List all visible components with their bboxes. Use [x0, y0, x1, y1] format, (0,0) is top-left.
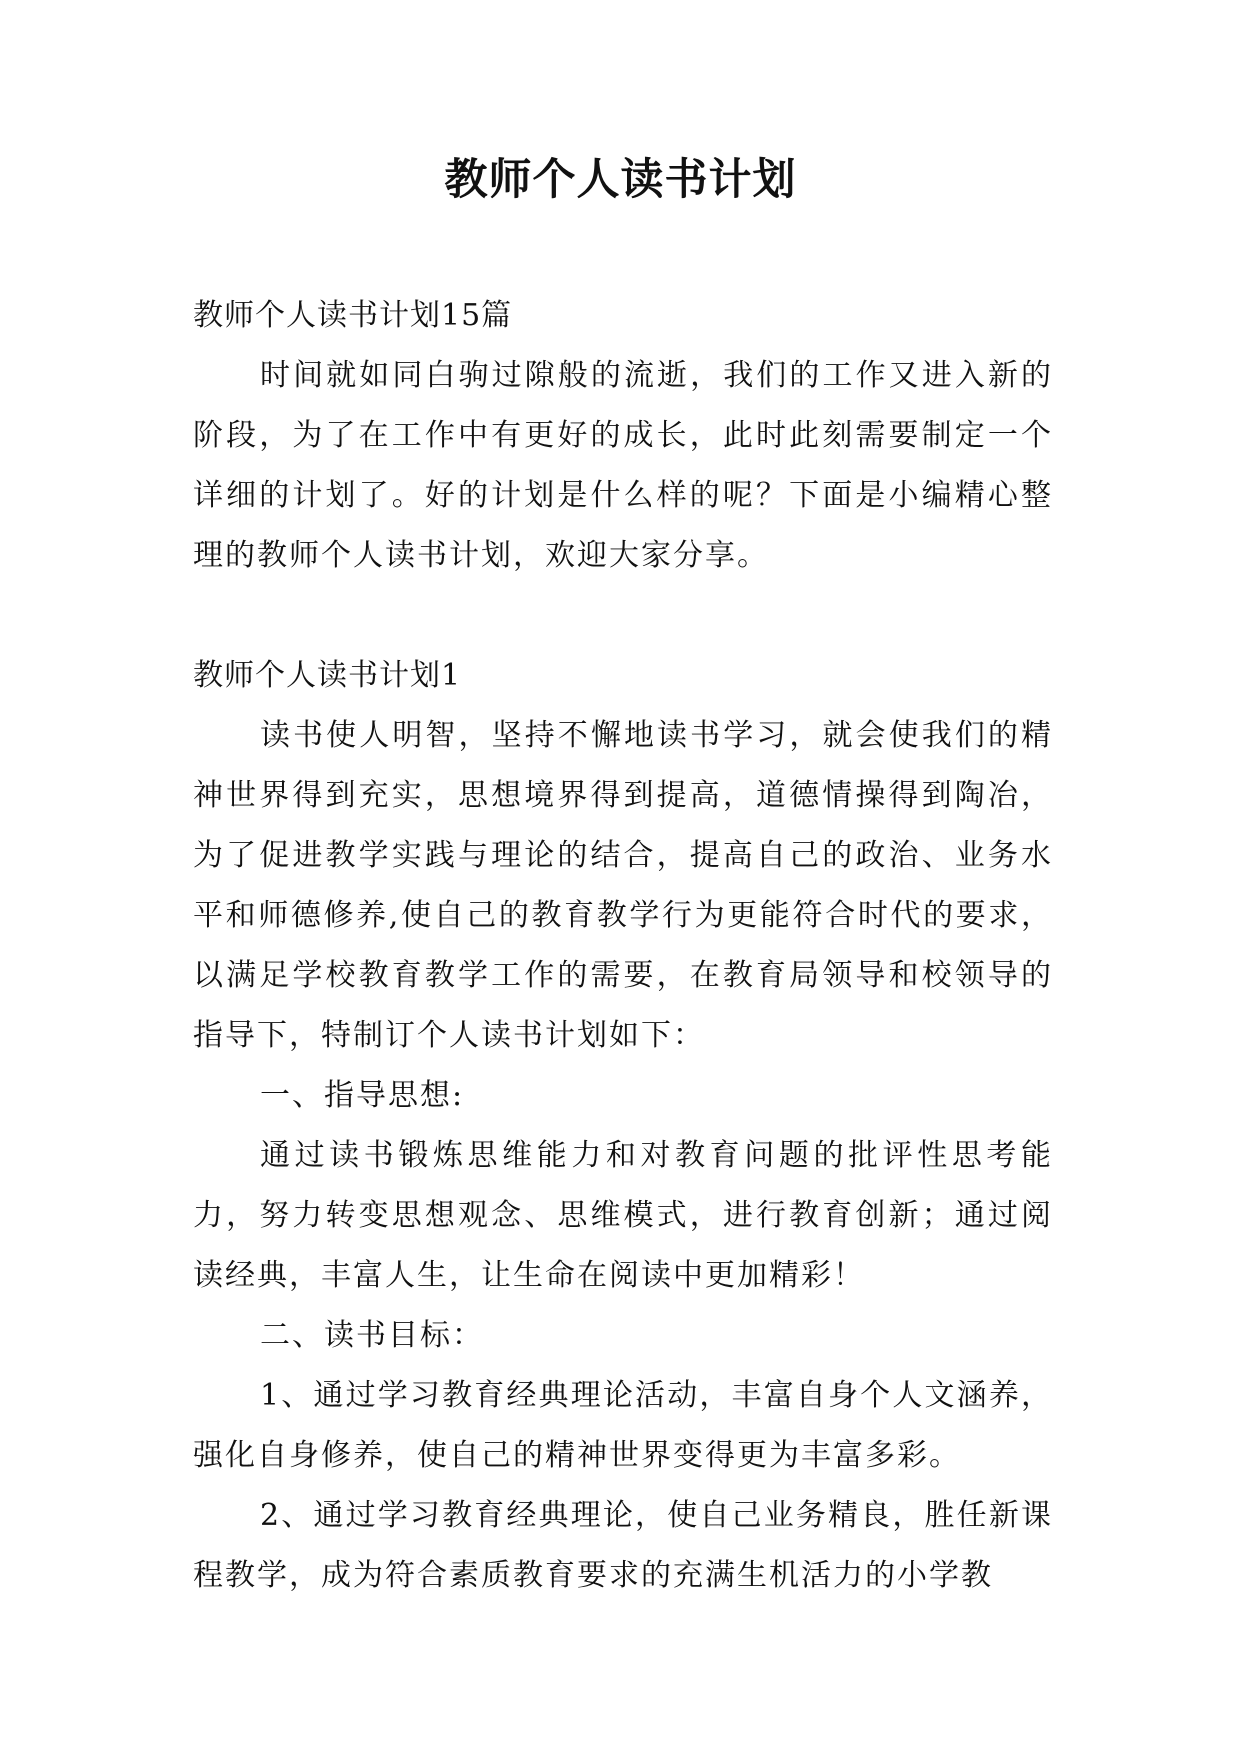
- document-body: [193, 286, 1053, 1606]
- intro-paragraph: 时间就如同白驹过隙般的流逝，我们的工作又进入新的阶段，为了在工作中有更好的成长，此时此刻需要制定一个详细的计划了。好的计划是什么样的呢？下面是小编精心整理的教师个人读书计划，欢迎大家分享。: [193, 358, 1053, 573]
- goal-item-2: 2、通过学习教育经典理论，使自己业务精良，胜任新课程教学，成为符合素质教育要求的充满生机活力的小学教: [193, 1498, 1053, 1593]
- document-title: 教师个人读书计划: [444, 155, 797, 205]
- section-paragraph-2: 通过读书锻炼思维能力和对教育问题的批评性思考能力，努力转变思想观念、思维模式，进行教育创新；通过阅读经典，丰富人生，让生命在阅读中更加精彩！: [193, 1138, 1053, 1293]
- goal-item-1: 1、通过学习教育经典理论活动，丰富自身个人文涵养，强化自身修养，使自己的精神世界变得更为丰富多彩。: [193, 1378, 1053, 1473]
- section-paragraph-1: 读书使人明智，坚持不懈地读书学习，就会使我们的精神世界得到充实，思想境界得到提高，道德情操得到陶冶，为了促进教学实践与理论的结合，提高自己的政治、业务水平和师德修养,使自己的教育教学行为更能符合时代的要求，以满足学校教育教学工作的需要，在教育局领导和校领导的指导下，特制订个人读书计划如下：: [193, 718, 1053, 1053]
- spacer: [193, 586, 1053, 646]
- document-subtitle: 教师个人读书计划15篇: [193, 298, 513, 333]
- section-title: 教师个人读书计划1: [193, 658, 462, 693]
- heading-reading-goals: 二、读书目标：: [260, 1318, 484, 1353]
- heading-guiding-thought: 一、指导思想:: [260, 1078, 465, 1113]
